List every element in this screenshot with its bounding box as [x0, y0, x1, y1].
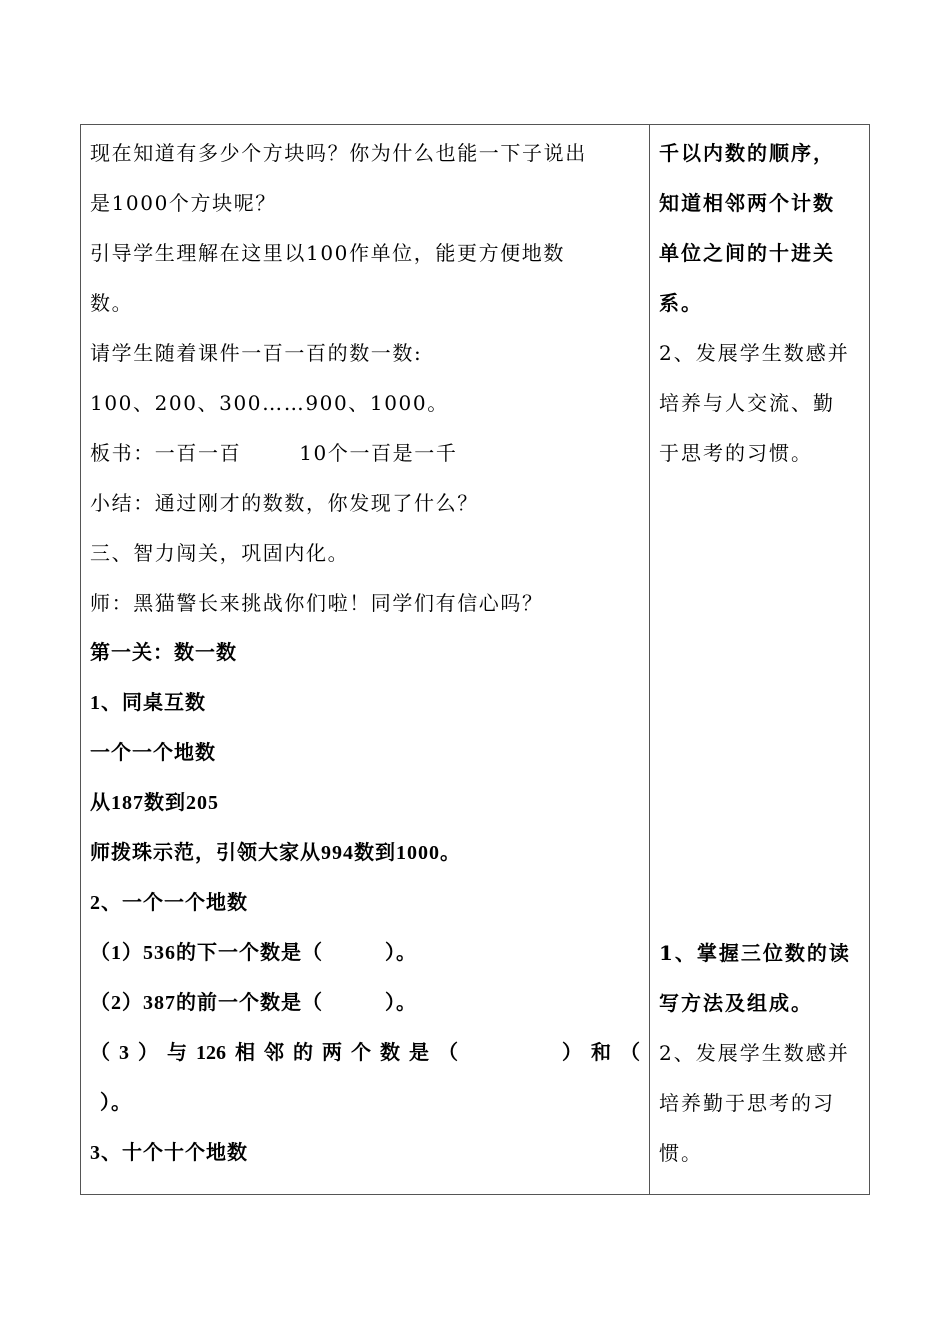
text-line: 现在知道有多少个方块吗？你为什么也能一下子说出 — [90, 141, 587, 165]
exercise-char: 相 — [235, 1042, 255, 1064]
intent-line: 单位之间的十进关 — [659, 241, 835, 265]
text-line: 师：黑猫警长来挑战你们啦！同学们有信心吗？ — [90, 591, 544, 615]
text-line: 数。 — [90, 291, 134, 315]
intent-line: 1、掌握三位数的读 — [659, 941, 851, 965]
text-line: 小结：通过刚才的数数，你发现了什么？ — [90, 491, 479, 515]
exercise-text: ）。 — [385, 992, 417, 1014]
exercise-char: 和 — [591, 1042, 611, 1064]
intent-line: 2、发展学生数感并 — [659, 341, 850, 365]
board-writing-label: 板书：一百一百 — [90, 441, 242, 465]
exercise-char: 数 — [380, 1042, 400, 1064]
exercise-char: 是 — [409, 1042, 429, 1064]
intent-line: 惯。 — [659, 1141, 703, 1165]
text-line: 从187数到205 — [90, 792, 219, 814]
text-line: 一个一个地数 — [90, 742, 216, 764]
text-line: 师拨珠示范，引领大家从994数到1000。 — [90, 842, 461, 864]
text-line: 2、一个一个地数 — [90, 892, 248, 914]
exercise-line: ）。 — [100, 1092, 132, 1114]
lesson-plan-table — [80, 124, 870, 1195]
intent-line: 于思考的习惯。 — [659, 441, 813, 465]
text-line: 请学生随着课件一百一百的数一数: — [90, 341, 423, 365]
teaching-process-column — [81, 125, 650, 1194]
exercise-char: ） — [138, 1042, 158, 1064]
exercise-char: 邻 — [264, 1042, 284, 1064]
exercise-text: （1）536的下一个数是（ — [90, 942, 323, 964]
intent-line: 系。 — [659, 291, 703, 315]
answer-blank — [467, 1041, 553, 1065]
intent-line: 培养与人交流、勤 — [659, 391, 835, 415]
intent-line: 写方法及组成。 — [659, 991, 813, 1015]
text-line — [90, 441, 457, 465]
text-line: 引导学生理解在这里以100作单位，能更方便地数 — [90, 241, 565, 265]
exercise-line — [90, 991, 417, 1015]
design-intent-column — [650, 125, 869, 1194]
level-heading: 第一关：数一数 — [90, 642, 237, 664]
intent-line: 千以内数的顺序， — [659, 141, 835, 165]
text-line: 是1000个方块呢？ — [90, 191, 277, 215]
exercise-char: （ — [438, 1042, 458, 1064]
exercise-char: 126 — [196, 1042, 226, 1064]
exercise-text: ）。 — [385, 942, 417, 964]
text-line: 1、同桌互数 — [90, 692, 206, 714]
exercise-line — [90, 1041, 640, 1065]
intent-line: 知道相邻两个计数 — [659, 191, 835, 215]
exercise-char: 与 — [167, 1042, 187, 1064]
exercise-char: （ — [90, 1042, 110, 1064]
board-writing-content: 10个一百是一千 — [299, 441, 458, 465]
exercise-char: 两 — [322, 1042, 342, 1064]
exercise-char: ） — [562, 1042, 582, 1064]
intent-line: 培养勤于思考的习 — [659, 1091, 835, 1115]
exercise-char: （ — [620, 1042, 640, 1064]
exercise-char: 个 — [351, 1042, 371, 1064]
text-line: 3、十个十个地数 — [90, 1142, 248, 1164]
text-line: 100、200、300……900、1000。 — [90, 391, 449, 415]
exercise-text: （2）387的前一个数是（ — [90, 992, 323, 1014]
exercise-char: 的 — [293, 1042, 313, 1064]
intent-line: 2、发展学生数感并 — [659, 1041, 850, 1065]
exercise-char: 3 — [119, 1042, 129, 1064]
exercise-line — [90, 941, 417, 965]
section-heading: 三、智力闯关，巩固内化。 — [90, 541, 350, 565]
